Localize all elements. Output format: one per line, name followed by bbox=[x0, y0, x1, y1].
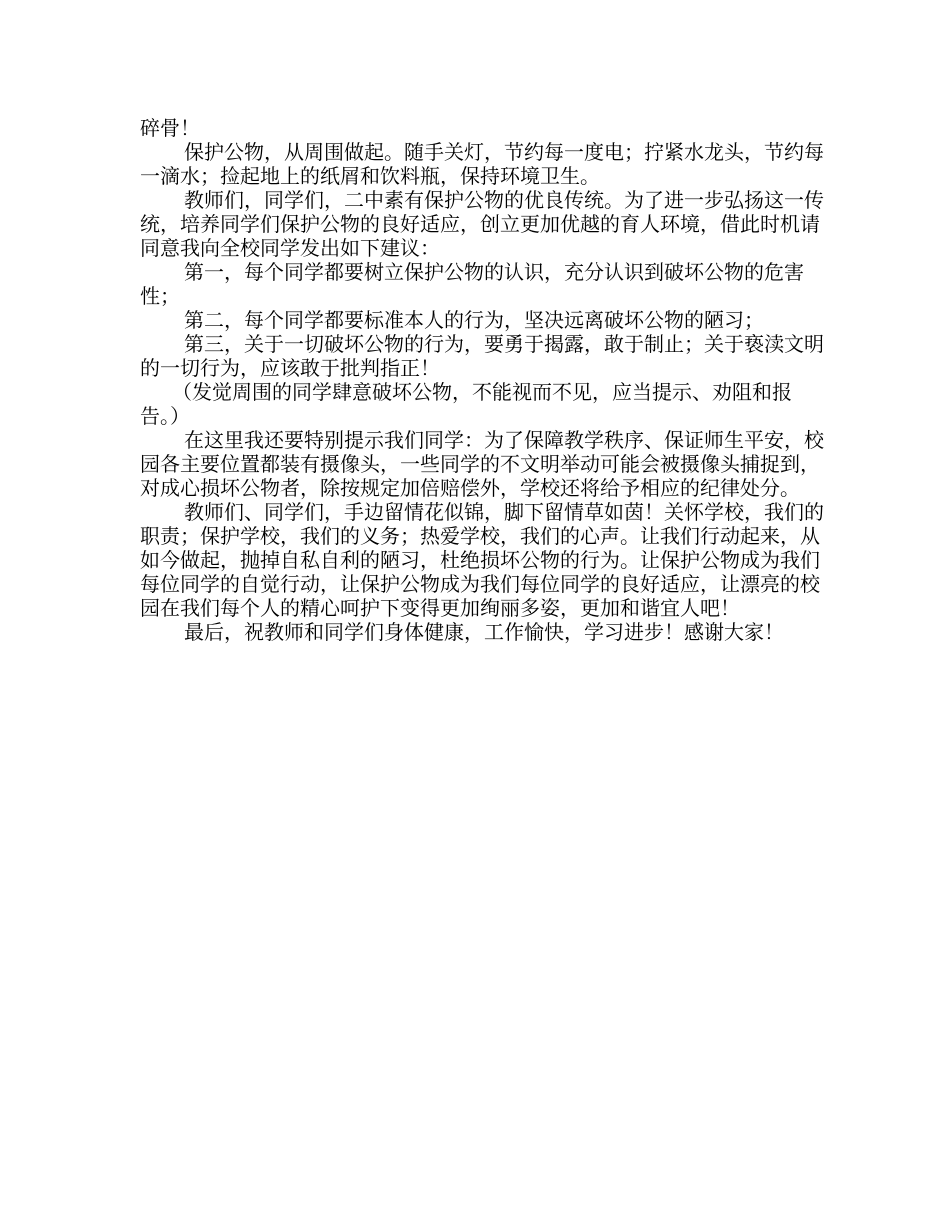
paragraph-continuation: 碎骨！ bbox=[140, 116, 200, 140]
paragraph-protect-from-surroundings: 保护公物，从周围做起。随手关灯，节约每一度电；拧紧水龙头，节约每一滴水；捡起地上的纸屑和饮料瓶，保持环境卫生。 bbox=[140, 140, 824, 188]
paragraph-camera-reminder: 在这里我还要特别提示我们同学：为了保障教学秩序、保证师生平安，校园各主要位置都装有摄像头，一些同学的不文明举动可能会被摄像头捕捉到，对成心损坏公物者，除按规定加倍赔偿外，学校还将给予相应的纪律处分。 bbox=[140, 428, 824, 500]
paragraph-third-point: 第三，关于一切破坏公物的行为，要勇于揭露，敢于制止；关于亵渎文明的一切行为，应该敢于批判指正！ bbox=[140, 332, 824, 380]
paragraph-parenthetical-note: （发觉周围的同学肆意破坏公物，不能视而不见，应当提示、劝阻和报告。） bbox=[140, 380, 792, 428]
paragraph-second-point: 第二，每个同学都要标准本人的行为，坚决远离破坏公物的陋习； bbox=[184, 308, 764, 332]
paragraph-first-point: 第一，每个同学都要树立保护公物的认识，充分认识到破坏公物的危害性； bbox=[140, 260, 804, 308]
paragraph-closing: 最后，祝教师和同学们身体健康，工作愉快，学习进步！感谢大家！ bbox=[184, 620, 784, 644]
paragraph-call-to-action: 教师们、同学们，手边留情花似锦，脚下留情草如茵！关怀学校，我们的职责；保护学校，我们的义务；热爱学校，我们的心声。让我们行动起来，从如今做起，抛掉自私自利的陋习，杜绝损坏公物的行为。让保护公物成为我们每位同学的自觉行动，让保护公物成为我们每位同学的良好适应，让漂亮的校园在我们每个人的精心呵护下变得更加绚丽多姿，更加和谐宜人吧！ bbox=[140, 500, 824, 620]
paragraph-tradition-proposal: 教师们，同学们，二中素有保护公物的优良传统。为了进一步弘扬这一传统，培养同学们保护公物的良好适应，创立更加优越的育人环境，借此时机请同意我向全校同学发出如下建议： bbox=[140, 188, 824, 260]
document-body bbox=[140, 116, 825, 644]
